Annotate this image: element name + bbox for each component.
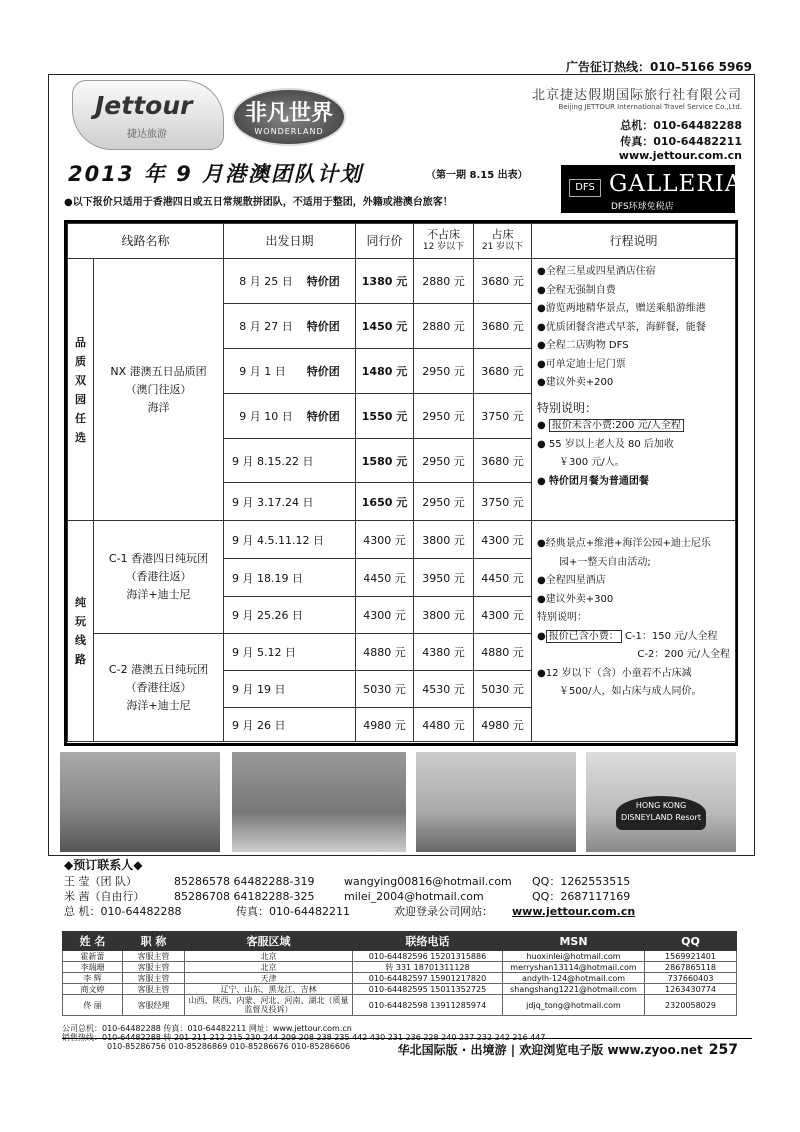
jettour-logo-sub: 捷达旅游 (127, 129, 167, 140)
route-nx-port: （澳门往返） (125, 382, 192, 396)
staff-msn: andylh-124@hotmail.com (503, 973, 645, 984)
special-note: ￥300 元/人。 (559, 457, 625, 468)
peer-price: 4300 元 (356, 597, 414, 634)
staff-title: 客服主管 (123, 973, 185, 984)
page-footer (398, 1041, 738, 1058)
bed-price: 4980 元 (474, 708, 532, 742)
table-row (68, 259, 736, 304)
header-nobed (414, 224, 474, 259)
photo-golden-bauhinia (60, 752, 220, 852)
special-note: 55 岁以上老人及 80 后加收 (548, 438, 674, 450)
contact-fax: 传真：010-64482211 (236, 905, 350, 918)
galleria-ad (561, 165, 743, 213)
date-text: 9 月 1 日 (239, 365, 286, 378)
header-bed-sub: 21 岁以下 (481, 242, 524, 252)
bed-price: 3680 元 (474, 349, 532, 394)
staff-table (62, 931, 737, 1016)
special-tag: 特价团 (306, 275, 340, 288)
nobed-price: 3950 元 (414, 559, 474, 597)
peer-price: 4880 元 (356, 634, 414, 671)
company-fax: 传真：010-64482211 (620, 135, 742, 148)
route-c2-port: （香港往返） (125, 680, 192, 694)
date-text: 9 月 10 日 (239, 410, 293, 423)
photo-macau-square (232, 752, 406, 852)
footer-divider (62, 1038, 752, 1039)
staff-title: 客服主管 (123, 984, 185, 995)
staff-msn: merryshan13114@hotmail.com (503, 962, 645, 973)
date-text: 9 月 4.5.11.12 日 (224, 521, 356, 559)
date-cell (224, 259, 356, 304)
staff-title: 客服经理 (123, 995, 185, 1016)
staff-msn: huoxinlei@hotmail.com (503, 951, 645, 962)
category-pure: 纯玩线路 (68, 521, 94, 742)
header-nobed-label: 不占床 (427, 228, 461, 241)
contact-name: 米 茜（自由行） (64, 890, 145, 903)
contact-email[interactable]: milei_2004@hotmail.com (344, 890, 484, 903)
contact-switchboard: 总 机：010-64482288 (64, 905, 182, 918)
bed-price: 3750 元 (474, 394, 532, 439)
contact-web-label: 欢迎登录公司网站： (394, 905, 493, 918)
bed-price: 3680 元 (474, 304, 532, 349)
itin-item: ●建议外卖+300 (537, 593, 614, 605)
route-c2-park: 海洋+迪士尼 (126, 698, 191, 712)
page-number: 257 (708, 1042, 738, 1058)
peer-price: 4980 元 (356, 708, 414, 742)
wonderland-logo-name: 非凡世界 (244, 101, 333, 126)
route-nx-name: NX 港澳五日品质团 (110, 364, 207, 378)
date-text: 8 月 25 日 (239, 275, 293, 288)
route-c1-name: C-1 香港四日纯玩团 (108, 552, 209, 565)
peer-price: 4300 元 (356, 521, 414, 559)
date-text: 9 月 8.15.22 日 (224, 439, 356, 483)
special-note: ●12 岁以下（含）小童若不占床减 (537, 667, 692, 679)
ad-hotline: 广告征订热线：010–5166 5969 (565, 60, 752, 74)
route-nx-park: 海洋 (147, 400, 170, 414)
date-text: 9 月 25.26 日 (224, 597, 356, 634)
route-c1-port: （香港往返） (125, 570, 192, 583)
company-info (532, 84, 742, 162)
staff-region: 北京 (185, 962, 353, 973)
itin-item: ●全程四星酒店 (537, 575, 606, 586)
disneyland-sign: HONG KONG DISNEYLAND Resort (616, 796, 706, 830)
staff-qq: 737660403 (645, 973, 737, 984)
staff-region: 北京 (185, 951, 353, 962)
date-text: 8 月 27 日 (239, 320, 293, 333)
bed-price: 5030 元 (474, 671, 532, 708)
nobed-price: 3800 元 (414, 597, 474, 634)
staff-header: QQ (645, 932, 737, 951)
itin-item: ●可单定迪士尼门票 (537, 358, 626, 370)
staff-name: 李 辉 (63, 973, 123, 984)
staff-phone: 010-64482598 13911285974 (353, 995, 503, 1016)
staff-qq: 2867865118 (645, 962, 737, 973)
wonderland-logo (232, 88, 346, 146)
header-bed-label: 占床 (491, 228, 514, 241)
staff-phone: 010-64482597 15901217820 (353, 973, 503, 984)
special-note-box: 报价未含小费:200 元/人全程 (549, 419, 684, 432)
jettour-logo (72, 80, 224, 150)
staff-header: 客服区域 (185, 932, 353, 951)
route-nx (94, 259, 224, 521)
table-row (63, 995, 737, 1016)
route-c2-name: C-2 港澳五日纯玩团 (108, 662, 209, 676)
staff-name: 商文婷 (63, 984, 123, 995)
route-c2 (94, 634, 224, 742)
staff-title: 客服主管 (123, 951, 185, 962)
table-header-row (68, 224, 736, 259)
price-note: ●以下报价只适用于香港四日或五日常规散拼团队，不适用于整团，外籍或港澳台旅客！ (64, 197, 453, 208)
bed-price: 4450 元 (474, 559, 532, 597)
staff-phone: 010-64482596 15201315886 (353, 951, 503, 962)
header-itinerary: 行程说明 (532, 224, 736, 259)
nobed-price: 4480 元 (414, 708, 474, 742)
peer-price: 5030 元 (356, 671, 414, 708)
special-tag: 特价团 (306, 320, 340, 333)
peer-price: 4450 元 (356, 559, 414, 597)
footer-line: 公司总机：010-64482288 传真：010-64482211 网址：www.jettour.com.cn (62, 1024, 352, 1033)
contact-web-link[interactable]: www.jettour.com.cn (512, 905, 636, 918)
bed-price: 4300 元 (474, 597, 532, 634)
table-row (63, 962, 737, 973)
staff-name: 佟 丽 (63, 995, 123, 1016)
itin-item: 园+一整天自由活动; (559, 556, 651, 568)
photo-disneyland (586, 752, 736, 852)
date-text: 9 月 26 日 (224, 708, 356, 742)
contact-name: 王 莹（团 队） (64, 875, 137, 888)
staff-region: 山西、陕西、内蒙、河北、河南、湖北（质量监督及投诉） (185, 995, 353, 1016)
staff-region: 天津 (185, 973, 353, 984)
staff-header-row (63, 932, 737, 951)
issue-label: （第一期 8.15 出表） (426, 170, 528, 181)
contact-title: ◆预订联系人◆ (64, 858, 143, 872)
special-note-box: 报价已含小费： (546, 630, 622, 643)
special-tag: 特价团 (306, 410, 340, 423)
date-text: 9 月 19 日 (224, 671, 356, 708)
header-route: 线路名称 (68, 224, 224, 259)
bed-price: 3680 元 (474, 439, 532, 483)
table-row (63, 973, 737, 984)
header-date: 出发日期 (224, 224, 356, 259)
special-note: C-1：150 元/人全程 (624, 630, 718, 642)
special-line: ● 55 岁以上老人及 80 后加收 (537, 438, 674, 450)
peer-price: 1380 元 (361, 275, 408, 288)
route-c1-park: 海洋+迪士尼 (126, 588, 191, 601)
special-label: 特别说明： (537, 400, 598, 415)
nobed-price: 4530 元 (414, 671, 474, 708)
footer-text: 华北国际版 · 出境游 | 欢迎浏览电子版 www.zyoo.net (397, 1043, 703, 1057)
special-note: 特价团月餐为普通团餐 (548, 475, 649, 487)
wonderland-logo-sub: WONDERLAND (254, 127, 324, 136)
staff-name: 李瑞珊 (63, 962, 123, 973)
header-peer: 同行价 (356, 224, 414, 259)
nobed-price: 2950 元 (414, 349, 474, 394)
contact-phone: 85286708 64182288-325 (174, 890, 315, 903)
peer-price: 1480 元 (361, 365, 408, 378)
special-note: ￥500/人，如占床与成人同价。 (559, 686, 702, 697)
itin-item: ●建议外卖+200 (537, 377, 614, 388)
route-c1 (94, 521, 224, 634)
company-web: www.jettour.com.cn (618, 149, 742, 162)
table-row (63, 984, 737, 995)
date-text: 9 月 18.19 日 (224, 559, 356, 597)
special-note: C-2：200 元/人全程 (637, 649, 731, 660)
itin-item: ●游览两地精华景点，赠送乘船游维港 (537, 303, 706, 314)
peer-price: 1450 元 (361, 320, 408, 333)
date-text: 9 月 5.12 日 (224, 634, 356, 671)
staff-qq: 1263430774 (645, 984, 737, 995)
category-quality: 品质双园任选 (68, 259, 94, 521)
peer-price: 1580 元 (361, 454, 408, 468)
photo-st-paul-ruins (416, 752, 576, 852)
itin-item: ●全程三星或四星酒店住宿 (537, 266, 656, 277)
staff-title: 客服主管 (123, 962, 185, 973)
staff-header: 姓 名 (63, 932, 123, 951)
staff-header: MSN (503, 932, 645, 951)
nobed-price: 2950 元 (414, 439, 474, 483)
contact-phone: 85286578 64482288-319 (174, 875, 315, 888)
contact-email[interactable]: wangying00816@hotmail.com (344, 875, 512, 888)
page-title: 2013 年 9 月港澳团队计划 (68, 162, 363, 186)
itinerary-pure (532, 521, 736, 742)
staff-msn: jdjq_tong@hotmail.com (503, 995, 645, 1016)
special-line: ● 报价已含小费： C-1：150 元/人全程 (537, 630, 718, 642)
itin-item: ●优质团餐含港式早茶，海鲜餐，能餐 (537, 321, 706, 333)
date-text: 9 月 3.17.24 日 (224, 483, 356, 521)
company-phone: 总机：010-64482288 (620, 119, 742, 132)
nobed-price: 3800 元 (414, 521, 474, 559)
contact-qq: QQ：1262553515 (532, 875, 631, 888)
dfs-badge: DFS (569, 179, 601, 197)
bed-price: 3680 元 (474, 259, 532, 304)
peer-price: 1650 元 (361, 495, 408, 509)
itin-item: ●全程二店购物 DFS (537, 340, 629, 351)
special-line: ● 特价团月餐为普通团餐 (537, 475, 649, 487)
staff-header: 联络电话 (353, 932, 503, 951)
footer-line: 010-85286756 010-85286869 010-85286676 010-85286606 (107, 1042, 351, 1051)
itin-item: ●全程无强制自费 (537, 284, 616, 296)
galleria-sub: DFS环球免税店 (611, 202, 674, 212)
company-name-en: Beijing JETTOUR International Travel Service Co.,Ltd. (558, 103, 742, 111)
bed-price: 3750 元 (474, 483, 532, 521)
special-label: 特别说明： (537, 612, 588, 623)
company-name-cn: 北京捷达假期国际旅行社有限公司 (531, 88, 742, 103)
staff-qq: 1569921401 (645, 951, 737, 962)
galleria-name: GALLERIA (609, 171, 743, 197)
staff-header: 职 称 (123, 932, 185, 951)
nobed-price: 2880 元 (414, 259, 474, 304)
bed-price: 4880 元 (474, 634, 532, 671)
nobed-price: 2950 元 (414, 394, 474, 439)
tour-table (67, 223, 736, 742)
peer-price: 1550 元 (361, 410, 408, 423)
header-bed (474, 224, 532, 259)
special-line: ● 报价未含小费:200 元/人全程 (537, 417, 730, 436)
jettour-logo-name: Jettour (95, 91, 193, 120)
table-row (63, 951, 737, 962)
tour-table-wrap (64, 220, 738, 746)
nobed-price: 2950 元 (414, 483, 474, 521)
special-tag: 特价团 (306, 365, 340, 378)
header-nobed-sub: 12 岁以下 (422, 242, 465, 252)
staff-msn: shangshang1221@hotmail.com (503, 984, 645, 995)
staff-phone: 转 331 18701311128 (353, 962, 503, 973)
bed-price: 4300 元 (474, 521, 532, 559)
staff-qq: 2320058029 (645, 995, 737, 1016)
contact-qq: QQ：2687117169 (532, 890, 631, 903)
staff-name: 霍新蕾 (63, 951, 123, 962)
itinerary-quality (532, 259, 736, 521)
nobed-price: 4380 元 (414, 634, 474, 671)
nobed-price: 2880 元 (414, 304, 474, 349)
staff-region: 辽宁、山东、黑龙江、吉林 (185, 984, 353, 995)
itin-item: ●经典景点+维港+海洋公园+迪士尼乐 (537, 538, 711, 549)
footer-line: 销售热线：010-64482288 转 201 211 212 215 230 244 209 208 238 235 442 430 231 236 228 240 237 232 242 216 447 (62, 1033, 546, 1042)
staff-phone: 010-64482595 15011352725 (353, 984, 503, 995)
table-row (68, 521, 736, 559)
